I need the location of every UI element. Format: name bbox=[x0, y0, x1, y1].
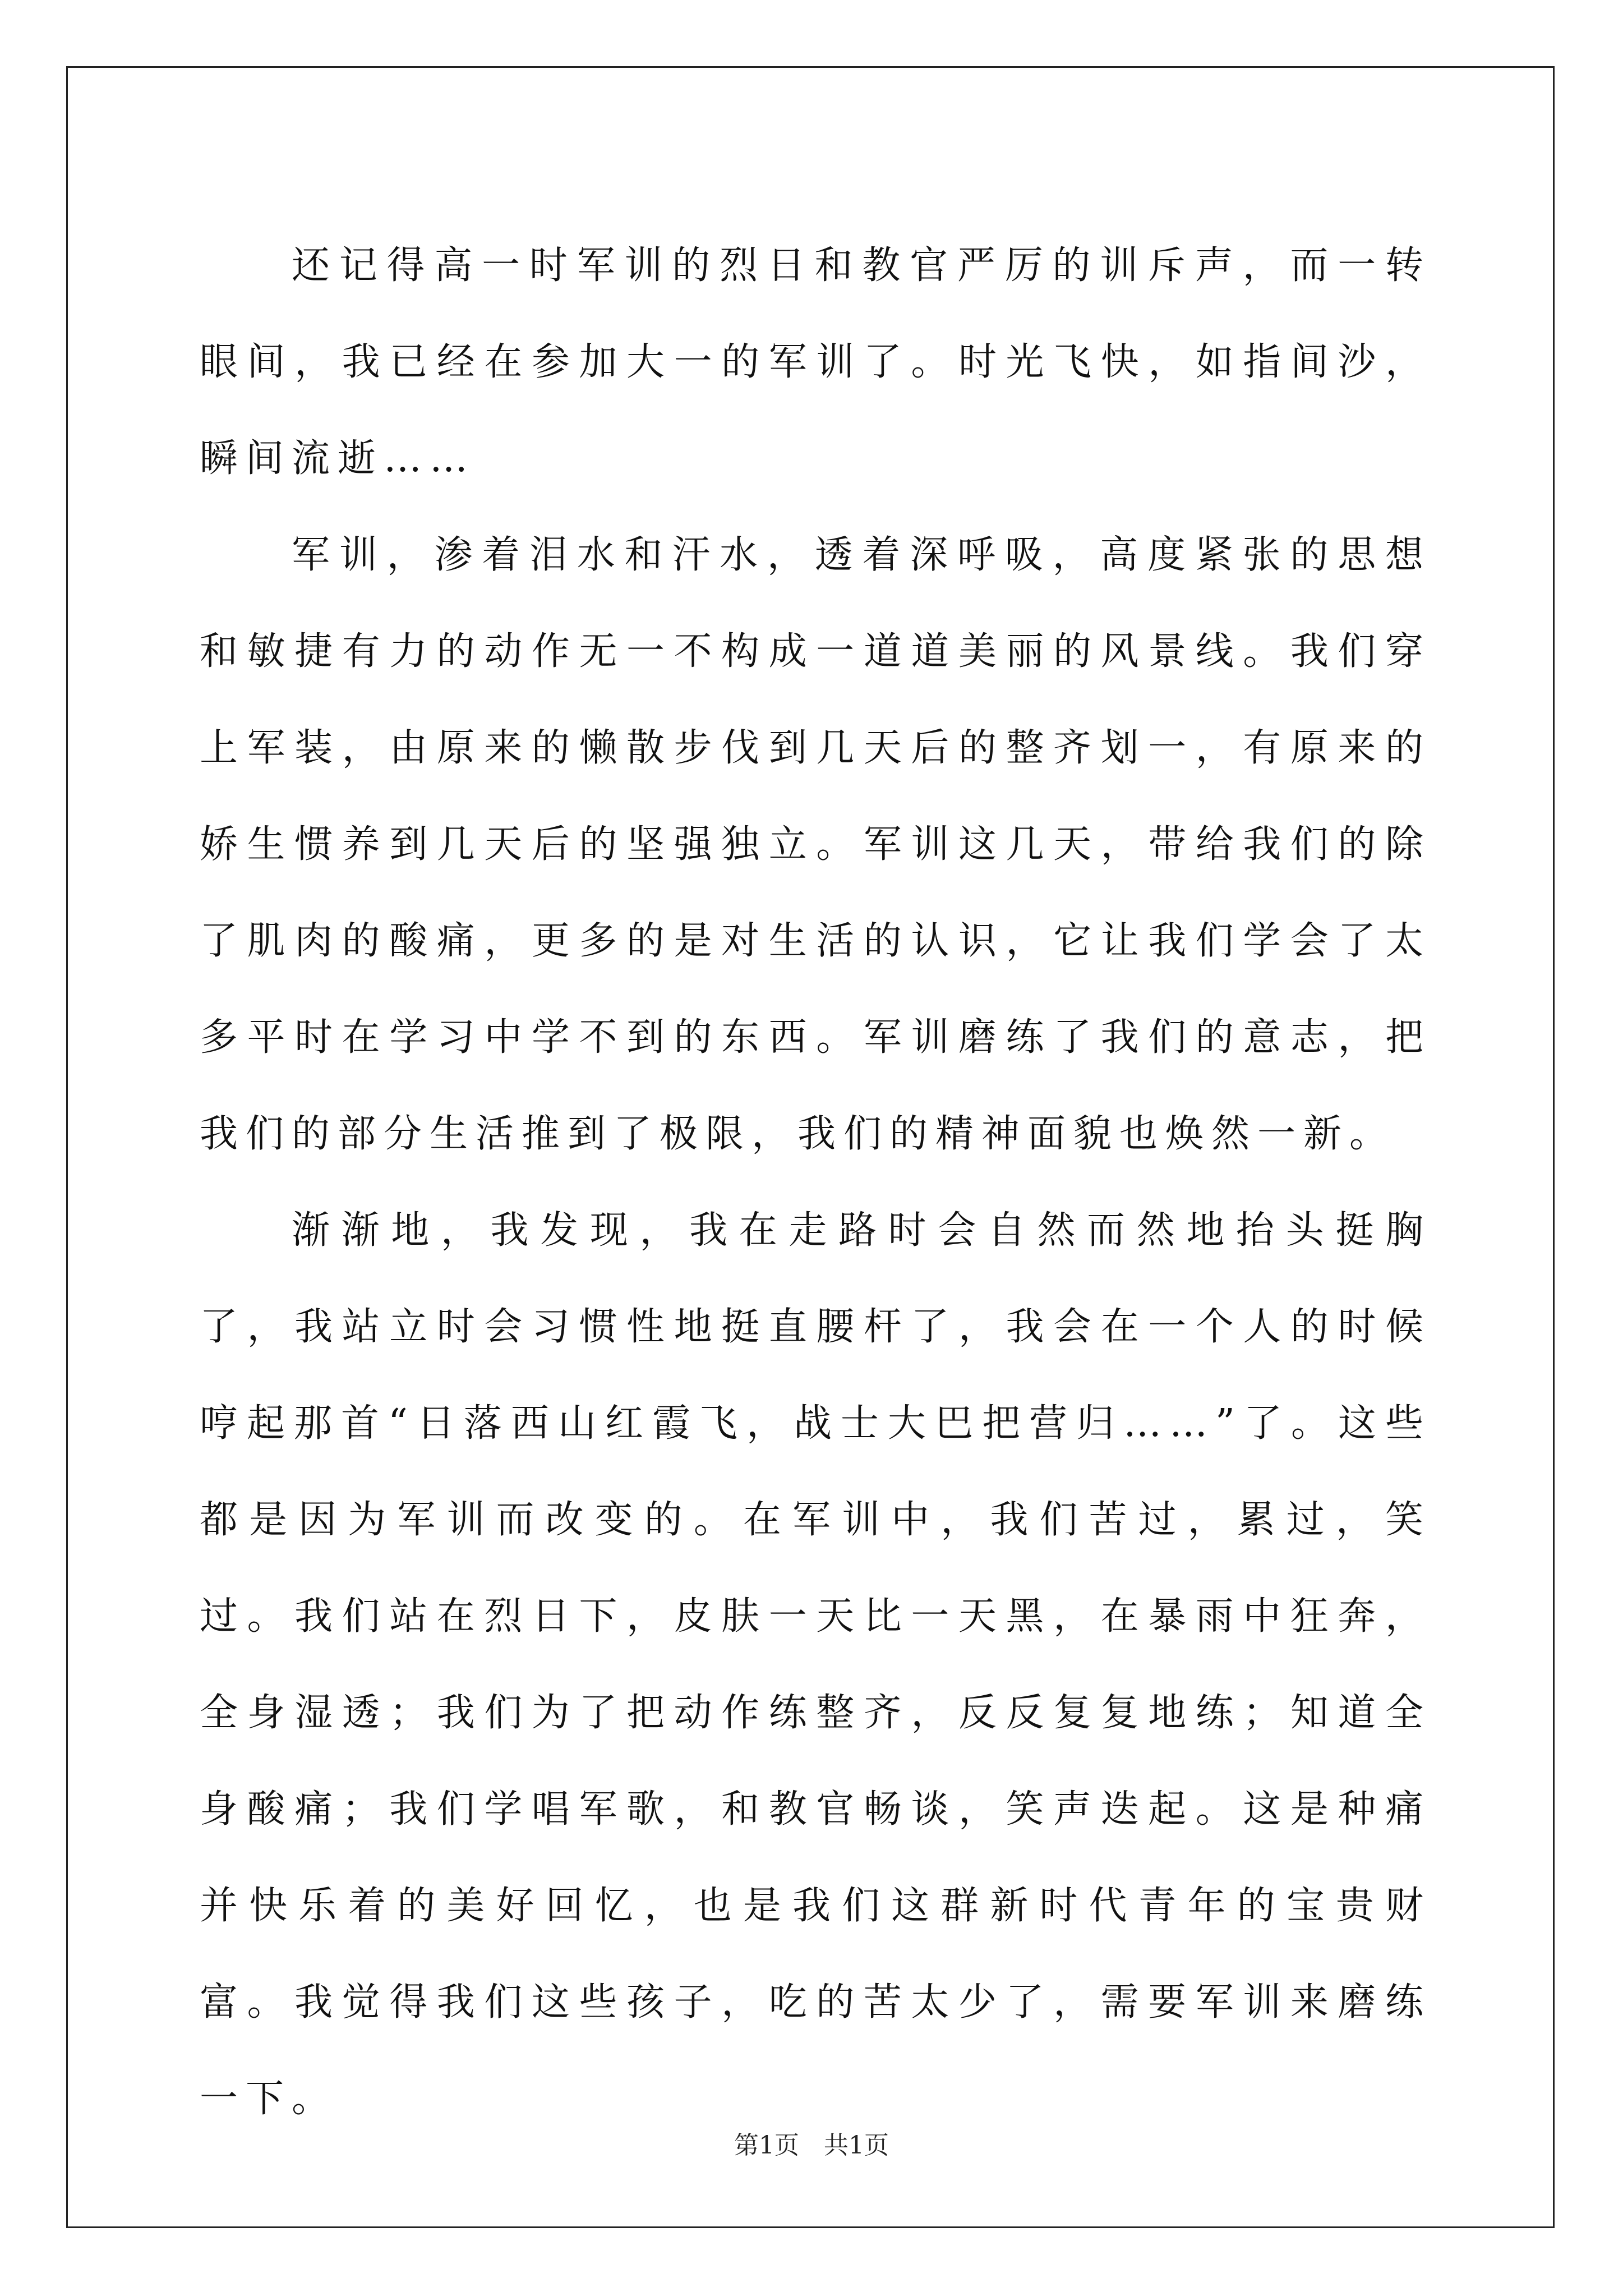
paragraph-3: 渐渐地，我发现，我在走路时会自然而然地抬头挺胸了，我站立时会习惯性地挺直腰杆了，我会在一个人的时候哼起那首“日落西山红霞飞，战士大巴把营归……”了。这些都是因为军训而改变的。在军训中，我们苦过，累过，笑过。我们站在烈日下，皮肤一天比一天黑，在暴雨中狂奔，全身湿透；我们为了把动作练整齐，反反复复地练；知道全身酸痛；我们学唱军歌，和教官畅谈，笑声迭起。这是种痛并快乐着的美好回忆，也是我们这群新时代青年的宝贵财富。我觉得我们这些孩子，吃的苦太少了，需要军训来磨练一下。 bbox=[200, 1208, 1431, 2121]
page-number-footer: 第1页 共1页 bbox=[734, 2131, 889, 2160]
paragraph-2: 军训，渗着泪水和汗水，透着深呼吸，高度紧张的思想和敏捷有力的动作无一不构成一道道美丽的风景线。我们穿上军装，由原来的懒散步伐到几天后的整齐划一，有原来的娇生惯养到几天后的坚强独立。军训这几天，带给我们的除了肌肉的酸痛，更多的是对生活的认识，它让我们学会了太多平时在学习中学不到的东西。军训磨练了我们的意志，把我们的部分生活推到了极限，我们的精神面貌也焕然一新。 bbox=[200, 533, 1431, 1156]
document-body bbox=[200, 218, 1431, 2147]
paragraph-1: 还记得高一时军训的烈日和教官严厉的训斥声，而一转眼间，我已经在参加大一的军训了。时光飞快，如指间沙，瞬间流逝…… bbox=[200, 243, 1431, 481]
